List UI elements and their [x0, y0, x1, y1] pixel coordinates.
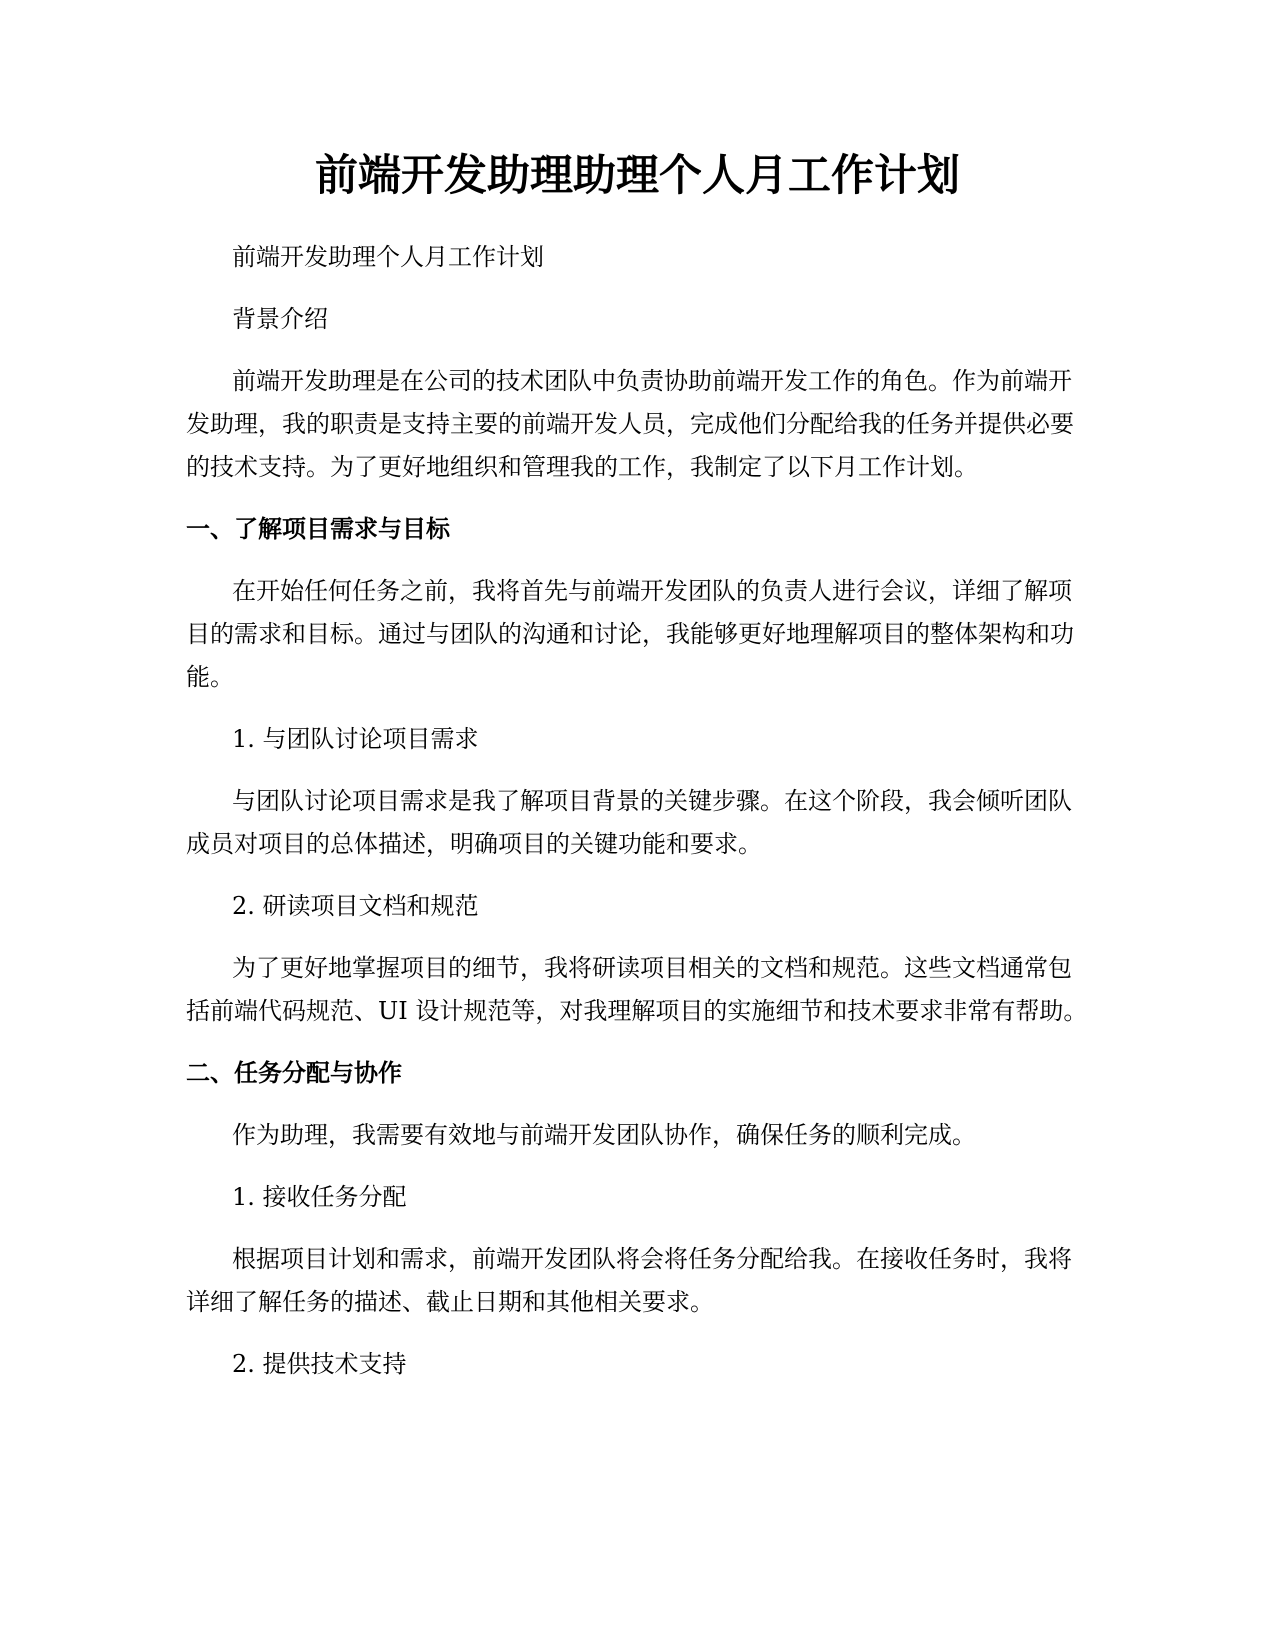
subtitle-paragraph: 前端开发助理个人月工作计划	[232, 243, 544, 271]
section2-heading: 二、任务分配与协作	[186, 1059, 402, 1087]
section2-item2-title: 2. 提供技术支持	[232, 1350, 407, 1378]
background-heading: 背景介绍	[232, 305, 328, 333]
document-body	[186, 236, 1091, 1405]
section1-item1-title: 1. 与团队讨论项目需求	[232, 725, 479, 753]
section1-item2-title: 2. 研读项目文档和规范	[232, 892, 479, 920]
section2-item1-title: 1. 接收任务分配	[232, 1183, 407, 1211]
section1-intro: 在开始任何任务之前，我将首先与前端开发团队的负责人进行会议，详细了解项目的需求和目标。通过与团队的沟通和讨论，我能够更好地理解项目的整体架构和功能。	[186, 577, 1074, 691]
section1-item1-text: 与团队讨论项目需求是我了解项目背景的关键步骤。在这个阶段，我会倾听团队成员对项目的总体描述，明确项目的关键功能和要求。	[186, 787, 1072, 858]
section1-item2-text: 为了更好地掌握项目的细节，我将研读项目相关的文档和规范。这些文档通常包括前端代码规范、UI 设计规范等，对我理解项目的实施细节和技术要求非常有帮助。	[186, 954, 1088, 1025]
background-paragraph: 前端开发助理是在公司的技术团队中负责协助前端开发工作的角色。作为前端开发助理，我的职责是支持主要的前端开发人员，完成他们分配给我的任务并提供必要的技术支持。为了更好地组织和管理我的工作，我制定了以下月工作计划。	[186, 367, 1074, 481]
document-title: 前端开发助理助理个人月工作计划	[315, 151, 960, 201]
section2-item1-text: 根据项目计划和需求，前端开发团队将会将任务分配给我。在接收任务时，我将详细了解任务的描述、截止日期和其他相关要求。	[186, 1245, 1072, 1316]
section1-heading: 一、了解项目需求与目标	[186, 515, 450, 543]
section2-intro: 作为助理，我需要有效地与前端开发团队协作，确保任务的顺利完成。	[232, 1121, 976, 1149]
